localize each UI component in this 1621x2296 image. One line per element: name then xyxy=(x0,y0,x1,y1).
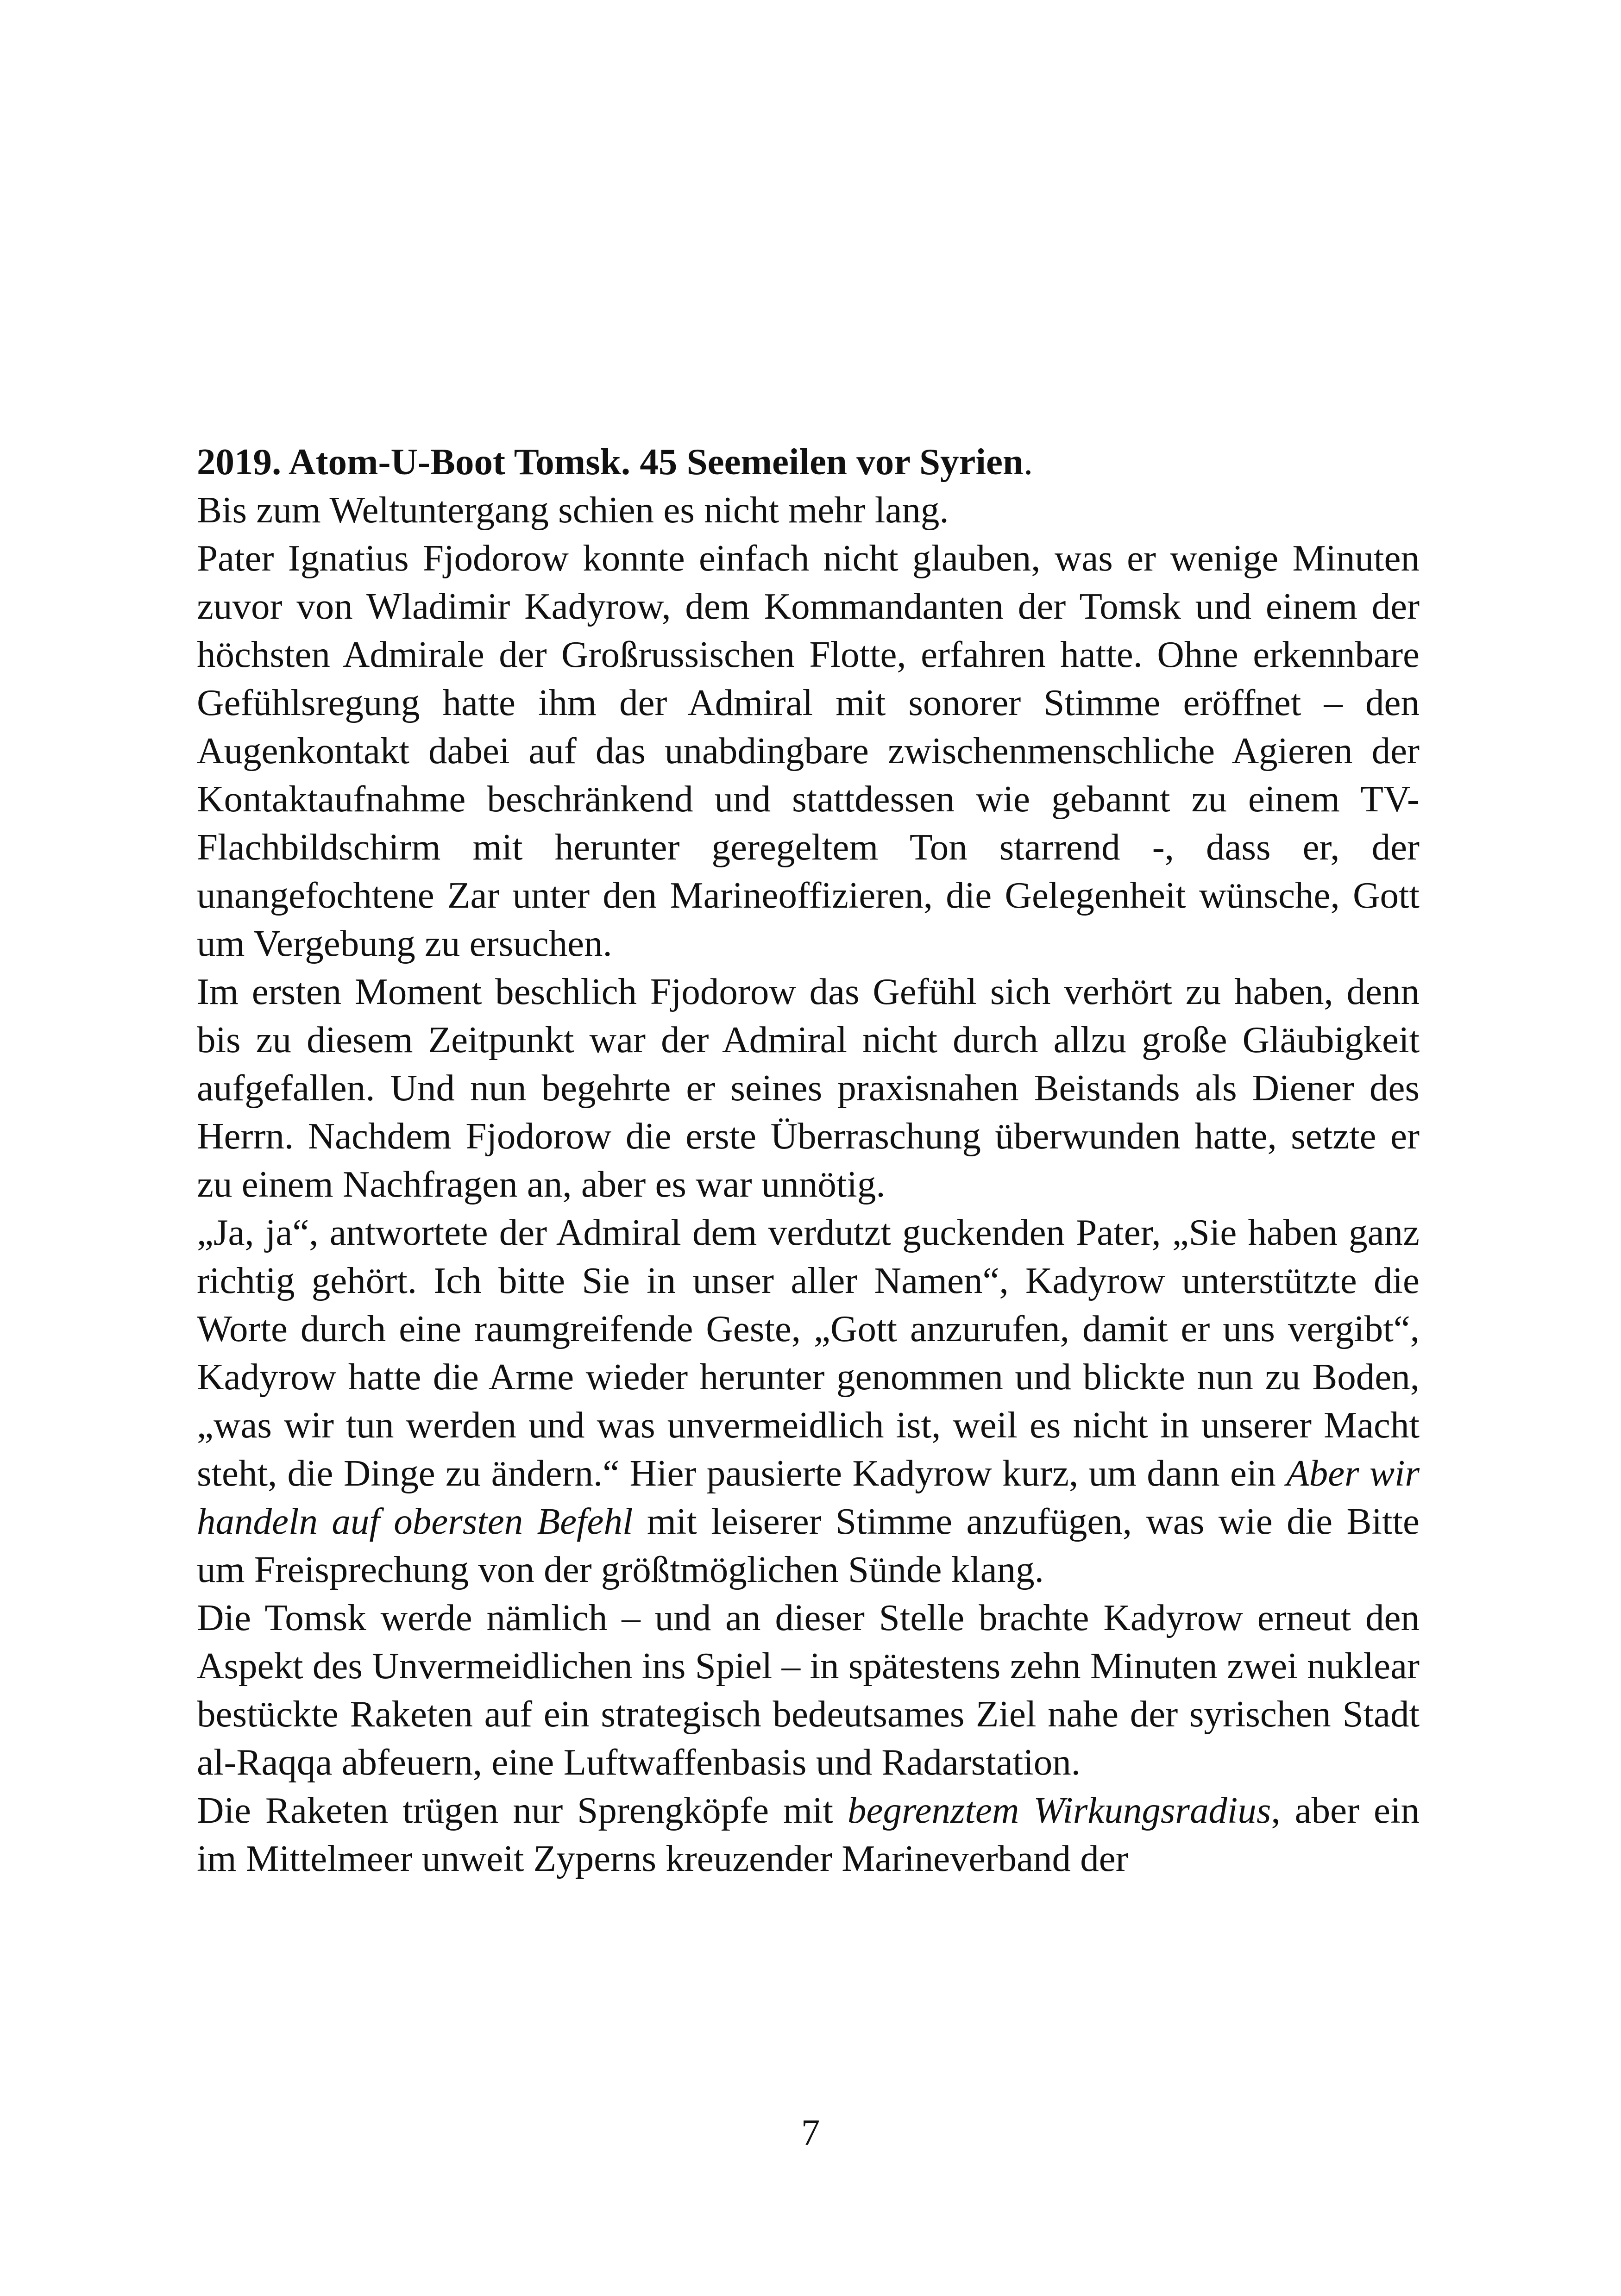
page-number: 7 xyxy=(801,2112,820,2153)
paragraph-6-part-a: Die Raketen trügen nur Sprengköpfe mit xyxy=(197,1789,848,1831)
heading-period: . xyxy=(1023,441,1033,483)
paragraph-4-part-a: „Ja, ja“, antwortete der Admiral dem verdutzt guckenden Pater, „Sie haben ganz richtig gehört. Ich bitte Sie in unser aller Namen“, Kadyrow unterstützte die Worte durch eine raumgreifende Geste, „Gott anzurufen, damit er uns vergibt“, Kadyrow hatte die Arme wieder herunter genommen und blickte nun zu Boden, „was wir tun werden und was unvermeidlich ist, weil es nicht in unserer Macht steht, die Dinge zu ändern.“ Hier pausierte Kadyrow kurz, um dann ein xyxy=(197,1211,1420,1494)
paragraph-4-part-b: mit leiserer Stimme anzufügen, was wie die Bitte um Freisprechung von der größtmöglichen Sünde klang. xyxy=(197,1500,1420,1590)
paragraph-2: Pater Ignatius Fjodorow konnte einfach nicht glauben, was er wenige Minuten zuvor von Wladimir Kadyrow, dem Kommandanten der Tomsk und einem der höchsten Admirale der Großrussischen Flotte, erfahren hatte. Ohne erkennbare Gefühlsregung hatte ihm der Admiral mit sonorer Stimme eröffnet – den Augenkontakt dabei auf das unabdingbare zwischenmenschliche Agieren der Kontaktaufnahme beschränkend und stattdessen wie gebannt zu einem TV-Flachbildschirm mit herunter geregeltem Ton starrend -, dass er, der unangefochtene Zar unter den Marineoffizieren, die Gelegenheit wünsche, Gott um Vergebung zu ersuchen. xyxy=(197,537,1420,964)
paragraph-6-part-b: , aber ein im Mittelmeer unweit Zyperns kreuzender Marineverband der xyxy=(197,1789,1420,1879)
paragraph-4-italic: Aber wir handeln auf obersten Befehl xyxy=(197,1452,1420,1542)
paragraph-5: Die Tomsk werde nämlich – und an dieser Stelle brachte Kadyrow erneut den Aspekt des Unvermeidlichen ins Spiel – in spätestens zehn Minuten zwei nuklear bestückte Raketen auf ein strategisch bedeutsames Ziel nahe der syrischen Stadt al-Raqqa abfeuern, eine Luftwaffenbasis und Radarstation. xyxy=(197,1597,1420,1783)
paragraph-3: Im ersten Moment beschlich Fjodorow das Gefühl sich verhört zu haben, denn bis zu diesem Zeitpunkt war der Admiral nicht durch allzu große Gläubigkeit aufgefallen. Und nun begehrte er seines praxisnahen Beistands als Diener des Herrn. Nachdem Fjodorow die erste Überraschung überwunden hatte, setzte er zu einem Nachfragen an, aber es war unnötig. xyxy=(197,971,1420,1205)
body-text xyxy=(197,438,1420,1882)
paragraph-4 xyxy=(197,1208,1420,1593)
paragraph-1: Bis zum Weltuntergang schien es nicht mehr lang. xyxy=(197,489,949,531)
chapter-heading: 2019. Atom-U-Boot Tomsk. 45 Seemeilen vor Syrien xyxy=(197,441,1024,483)
paragraph-6 xyxy=(197,1786,1420,1882)
chapter-heading-line xyxy=(197,438,1420,486)
paragraph-6-italic: begrenztem Wirkungsradius xyxy=(848,1789,1271,1831)
